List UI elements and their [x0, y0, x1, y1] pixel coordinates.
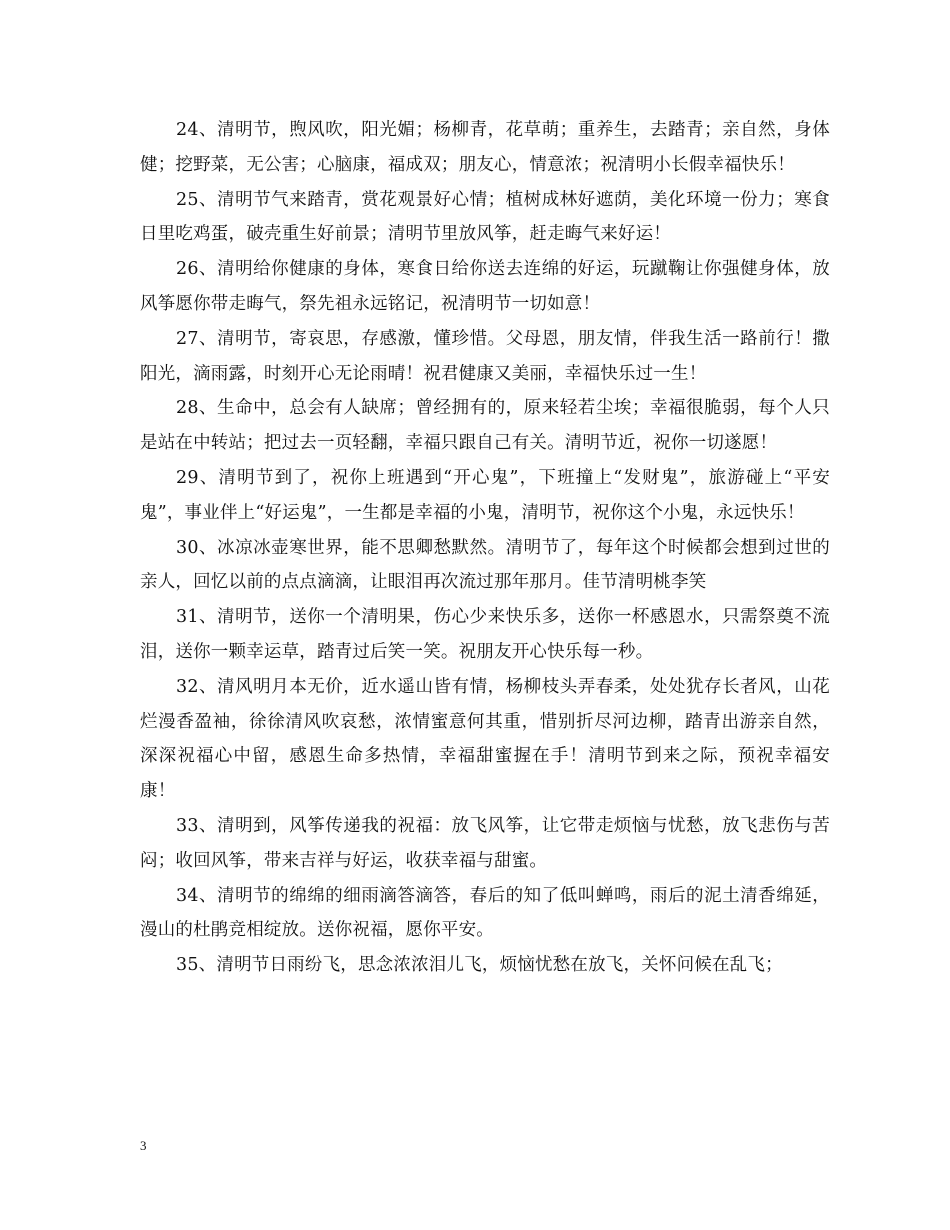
paragraph-27: 27、清明节，寄哀思，存感激，懂珍惜。父母恩，朋友情，伴我生活一路前行！撒阳光，滴雨露，时刻开心无论雨晴！祝君健康又美丽，幸福快乐过一生！: [140, 328, 830, 384]
paragraph-33: 33、清明到，风筝传递我的祝福：放飞风筝，让它带走烦恼与忧愁，放飞悲伤与苦闷；收回风筝，带来吉祥与好运，收获幸福与甜蜜。: [140, 815, 830, 871]
paragraph-25: 25、清明节气来踏青，赏花观景好心情；植树成林好遮荫，美化环境一份力；寒食日里吃鸡蛋，破壳重生好前景；清明节里放风筝，赶走晦气来好运！: [140, 189, 830, 245]
page-number: 3: [140, 1138, 147, 1153]
paragraph-28: 28、生命中，总会有人缺席；曾经拥有的，原来轻若尘埃；幸福很脆弱，每个人只是站在中转站；把过去一页轻翻，幸福只跟自己有关。清明节近，祝你一切遂愿！: [140, 398, 830, 454]
paragraph-31: 31、清明节，送你一个清明果，伤心少来快乐多，送你一杯感恩水，只需祭奠不流泪，送你一颗幸运草，踏青过后笑一笑。祝朋友开心快乐每一秒。: [140, 607, 830, 662]
body-text: [140, 113, 830, 983]
paragraph-29: 29、清明节到了，祝你上班遇到“开心鬼”，下班撞上“发财鬼”，旅游碰上“平安鬼”，事业伴上“好运鬼”，一生都是幸福的小鬼，清明节，祝你这个小鬼，永远快乐！: [140, 467, 830, 523]
paragraph-24: 24、清明节，煦风吹，阳光媚；杨柳青，花草萌；重养生，去踏青；亲自然，身体健；挖野菜，无公害；心脑康，福成双；朋友心，情意浓；祝清明小长假幸福快乐！: [140, 120, 830, 175]
paragraph-32: 32、清风明月本无价，近水遥山皆有情，杨柳枝头弄春柔，处处犹存长者风，山花烂漫香盈袖，徐徐清风吹哀愁，浓情蜜意何其重，惜别折尽河边柳，踏青出游亲自然，深深祝福心中留，感恩生命多热情，幸福甜蜜握在手！清明节到来之际，预祝幸福安康！: [140, 676, 830, 802]
paragraph-35: 35、清明节日雨纷飞，思念浓浓泪儿飞，烦恼忧愁在放飞，关怀问候在乱飞；: [176, 955, 783, 976]
paragraph-30: 30、冰凉冰壶寒世界，能不思卿愁默然。清明节了，每年这个时候都会想到过世的亲人，回忆以前的点点滴滴，让眼泪再次流过那年那月。佳节清明桃李笑: [140, 537, 830, 593]
paragraph-26: 26、清明给你健康的身体，寒食日给你送去连绵的好运，玩蹴鞠让你强健身体，放风筝愿你带走晦气，祭先祖永远铭记，祝清明节一切如意！: [140, 259, 830, 314]
paragraph-34: 34、清明节的绵绵的细雨滴答滴答，春后的知了低叫蝉鸣，雨后的泥土清香绵延，漫山的杜鹃竞相绽放。送你祝福，愿你平安。: [140, 885, 830, 941]
